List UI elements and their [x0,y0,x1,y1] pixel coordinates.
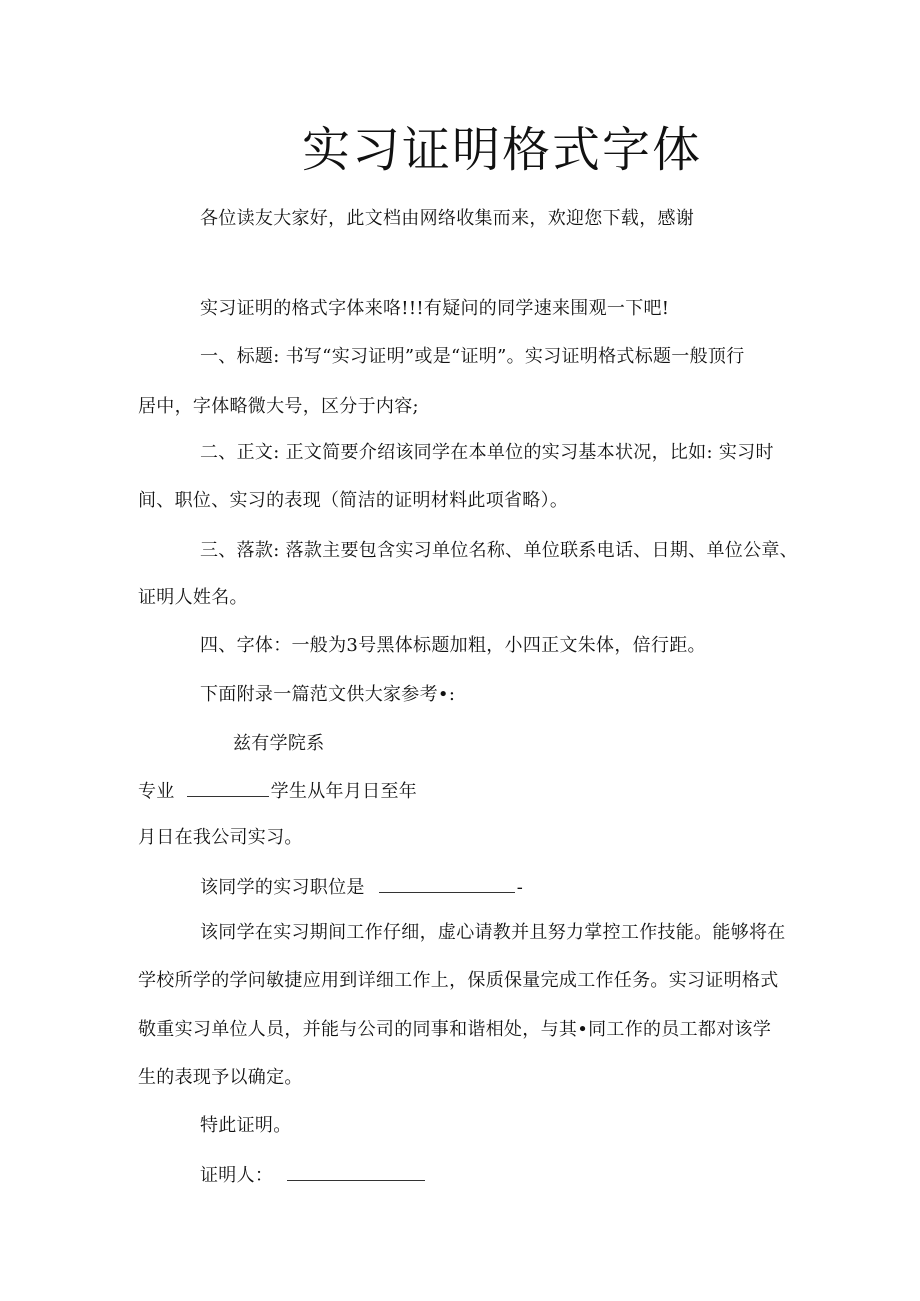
item3-line1: 三、落款: 落款主要包含实习单位名称、单位联系电话、日期、单位公章、 [200,540,798,561]
sample-position-suffix: - [516,877,524,898]
item1-line2: 居中，字体略微大号，区分于内容; [138,396,419,417]
sample-major-rest: 学生从年月日至年 [270,781,418,802]
intro-text: 实习证明的格式字体来咯!!!有疑问的同学速来围观一下吧! [200,298,670,319]
sample-certifier-label: 证明人： [200,1165,274,1186]
document-title: 实习证明格式字体 [302,122,703,178]
item2-line2: 间、职位、实习的表现（简洁的证明材料此项省略）。 [138,490,569,511]
sample-body-line2: 学校所学的学问敏捷应用到详细工作上，保质保量完成工作任务。实习证明格式 [138,970,779,991]
sample-body-line3: 敬重实习单位人员，并能与公司的同事和谐相处，与其•同工作的员工都对该学 [138,1019,772,1040]
appendix-intro: 下面附录一篇范文供大家参考•: [200,684,456,705]
sample-school: 兹有学院系 [233,733,325,754]
position-blank [379,874,515,893]
sample-position-label: 该同学的实习职位是 [200,877,365,898]
sample-position-line [200,874,523,900]
certifier-blank [287,1162,425,1181]
item4-text: 四、字体：一般为3号黑体标题加粗，小四正文朱体，倍行距。 [200,635,706,656]
sample-certifier-line [200,1162,425,1188]
sample-body-line1: 该同学在实习期间工作仔细，虚心请教并且努力掌控工作技能。能够将在 [200,922,786,943]
sample-closing: 特此证明。 [200,1115,292,1136]
sample-period: 月日在我公司实习。 [138,827,303,848]
item3-line2: 证明人姓名。 [138,587,248,608]
sample-major-line [138,778,417,804]
item2-line1: 二、正文: 正文简要介绍该同学在本单位的实习基本状况，比如: 实习时 [200,442,774,463]
sample-body-line4: 生的表现予以确定。 [138,1067,303,1088]
sample-major-label: 专业 [138,781,175,802]
item1-line1: 一、标题: 书写“实习证明”或是“证明”。实习证明格式标题一般顶行 [200,346,745,367]
greeting-text: 各位读友大家好，此文档由网络收集而来，欢迎您下载，感谢 [200,208,695,229]
major-blank [187,778,269,797]
